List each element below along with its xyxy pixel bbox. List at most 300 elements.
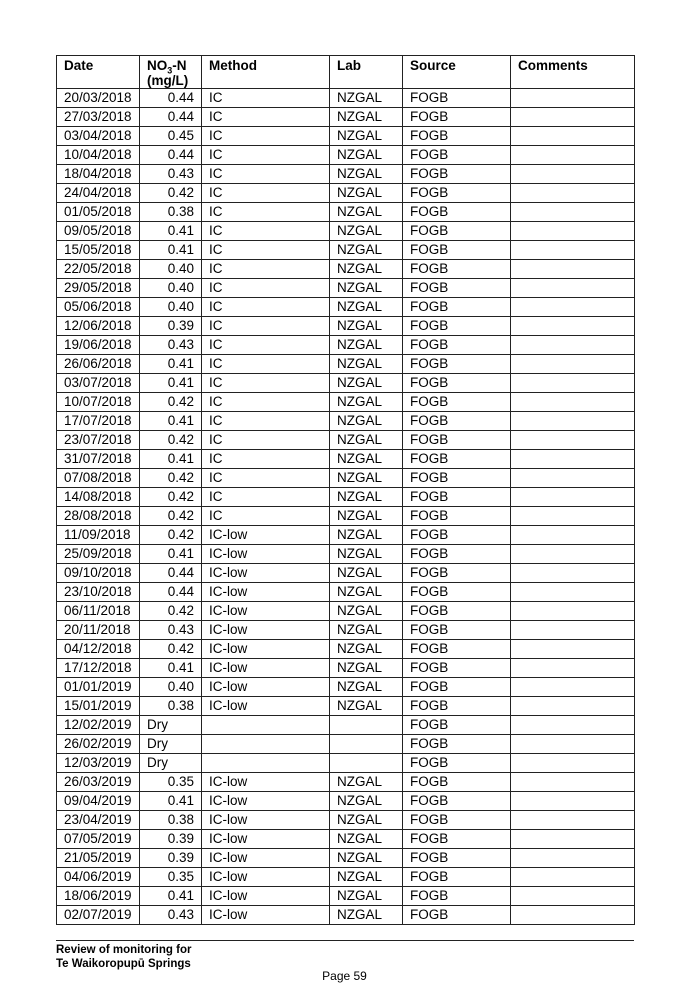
cell-comments (511, 298, 635, 317)
cell-lab: NZGAL (330, 260, 403, 279)
cell-method: IC-low (202, 849, 330, 868)
cell-comments (511, 374, 635, 393)
cell-method: IC-low (202, 545, 330, 564)
cell-lab: NZGAL (330, 279, 403, 298)
cell-method: IC-low (202, 773, 330, 792)
cell-comments (511, 868, 635, 887)
cell-comments (511, 906, 635, 925)
cell-lab: NZGAL (330, 849, 403, 868)
cell-date: 04/06/2019 (57, 868, 140, 887)
cell-lab: NZGAL (330, 545, 403, 564)
cell-date: 27/03/2018 (57, 108, 140, 127)
cell-date: 31/07/2018 (57, 450, 140, 469)
cell-source: FOGB (403, 773, 511, 792)
cell-no3: 0.42 (140, 640, 202, 659)
header-method: Method (202, 56, 330, 89)
table-row (57, 127, 635, 146)
cell-comments (511, 583, 635, 602)
cell-lab: NZGAL (330, 89, 403, 108)
monitoring-table (56, 55, 635, 925)
cell-date: 26/02/2019 (57, 735, 140, 754)
cell-date: 28/08/2018 (57, 507, 140, 526)
cell-date: 14/08/2018 (57, 488, 140, 507)
cell-date: 09/04/2019 (57, 792, 140, 811)
cell-date: 09/05/2018 (57, 222, 140, 241)
cell-source: FOGB (403, 621, 511, 640)
table-row (57, 640, 635, 659)
cell-comments (511, 830, 635, 849)
cell-lab: NZGAL (330, 184, 403, 203)
cell-date: 23/04/2019 (57, 811, 140, 830)
cell-lab (330, 735, 403, 754)
table-row (57, 469, 635, 488)
cell-source: FOGB (403, 545, 511, 564)
cell-date: 15/01/2019 (57, 697, 140, 716)
cell-no3: 0.40 (140, 279, 202, 298)
header-no3n-prefix: NO (147, 58, 168, 73)
cell-comments (511, 507, 635, 526)
table-row (57, 89, 635, 108)
cell-no3: 0.40 (140, 260, 202, 279)
cell-source: FOGB (403, 488, 511, 507)
cell-method: IC (202, 184, 330, 203)
cell-lab: NZGAL (330, 203, 403, 222)
cell-method: IC (202, 165, 330, 184)
cell-date: 15/05/2018 (57, 241, 140, 260)
cell-no3: 0.42 (140, 488, 202, 507)
cell-source: FOGB (403, 146, 511, 165)
header-date: Date (57, 56, 140, 89)
cell-date: 07/08/2018 (57, 469, 140, 488)
cell-no3: 0.39 (140, 317, 202, 336)
cell-comments (511, 564, 635, 583)
cell-source: FOGB (403, 279, 511, 298)
footer-title-line1: Review of monitoring for (56, 944, 192, 956)
cell-source: FOGB (403, 336, 511, 355)
cell-date: 19/06/2018 (57, 336, 140, 355)
header-comments: Comments (511, 56, 635, 89)
cell-no3: 0.43 (140, 906, 202, 925)
cell-no3: 0.41 (140, 450, 202, 469)
cell-no3: 0.41 (140, 222, 202, 241)
cell-date: 07/05/2019 (57, 830, 140, 849)
table-row (57, 545, 635, 564)
cell-no3: Dry (140, 735, 202, 754)
table-row (57, 602, 635, 621)
cell-source: FOGB (403, 678, 511, 697)
cell-no3: 0.41 (140, 374, 202, 393)
cell-lab: NZGAL (330, 412, 403, 431)
header-no3n-suffix: -N (172, 58, 187, 73)
cell-method: IC-low (202, 583, 330, 602)
cell-lab: NZGAL (330, 906, 403, 925)
cell-source: FOGB (403, 127, 511, 146)
cell-no3: 0.42 (140, 393, 202, 412)
cell-lab: NZGAL (330, 697, 403, 716)
cell-no3: 0.38 (140, 811, 202, 830)
cell-comments (511, 146, 635, 165)
cell-method: IC (202, 317, 330, 336)
table-row (57, 317, 635, 336)
table-header-row (57, 56, 635, 89)
cell-comments (511, 754, 635, 773)
table-row (57, 811, 635, 830)
cell-comments (511, 659, 635, 678)
cell-method (202, 754, 330, 773)
cell-date: 05/06/2018 (57, 298, 140, 317)
cell-lab: NZGAL (330, 526, 403, 545)
cell-method: IC-low (202, 906, 330, 925)
cell-no3: 0.41 (140, 792, 202, 811)
cell-source: FOGB (403, 184, 511, 203)
table-row (57, 374, 635, 393)
cell-comments (511, 241, 635, 260)
table-row (57, 165, 635, 184)
cell-lab: NZGAL (330, 830, 403, 849)
cell-no3: 0.41 (140, 412, 202, 431)
cell-date: 11/09/2018 (57, 526, 140, 545)
table-row (57, 298, 635, 317)
cell-lab: NZGAL (330, 298, 403, 317)
cell-no3: 0.42 (140, 507, 202, 526)
cell-lab: NZGAL (330, 165, 403, 184)
cell-no3: 0.38 (140, 203, 202, 222)
cell-no3: Dry (140, 754, 202, 773)
cell-no3: 0.39 (140, 849, 202, 868)
cell-no3: 0.42 (140, 602, 202, 621)
cell-lab: NZGAL (330, 374, 403, 393)
table-row (57, 279, 635, 298)
cell-no3: 0.39 (140, 830, 202, 849)
cell-lab: NZGAL (330, 887, 403, 906)
cell-lab: NZGAL (330, 241, 403, 260)
cell-source: FOGB (403, 526, 511, 545)
cell-date: 24/04/2018 (57, 184, 140, 203)
cell-method (202, 716, 330, 735)
cell-date: 17/12/2018 (57, 659, 140, 678)
table-row (57, 507, 635, 526)
cell-method: IC-low (202, 887, 330, 906)
cell-method: IC-low (202, 792, 330, 811)
cell-lab: NZGAL (330, 146, 403, 165)
cell-no3: 0.41 (140, 659, 202, 678)
table-body (57, 89, 635, 925)
cell-source: FOGB (403, 887, 511, 906)
table-row (57, 773, 635, 792)
cell-no3: Dry (140, 716, 202, 735)
cell-source: FOGB (403, 507, 511, 526)
footer-title-line2: Te Waikoropupū Springs (56, 958, 191, 970)
cell-source: FOGB (403, 716, 511, 735)
cell-comments (511, 393, 635, 412)
cell-source: FOGB (403, 203, 511, 222)
table-row (57, 108, 635, 127)
cell-comments (511, 203, 635, 222)
cell-date: 02/07/2019 (57, 906, 140, 925)
cell-comments (511, 697, 635, 716)
cell-comments (511, 792, 635, 811)
cell-source: FOGB (403, 317, 511, 336)
cell-source: FOGB (403, 412, 511, 431)
cell-comments (511, 887, 635, 906)
cell-date: 18/06/2019 (57, 887, 140, 906)
table-row (57, 450, 635, 469)
cell-method: IC-low (202, 830, 330, 849)
cell-lab: NZGAL (330, 336, 403, 355)
cell-date: 03/07/2018 (57, 374, 140, 393)
cell-comments (511, 716, 635, 735)
header-source: Source (403, 56, 511, 89)
cell-source: FOGB (403, 469, 511, 488)
cell-method: IC-low (202, 526, 330, 545)
cell-comments (511, 412, 635, 431)
cell-date: 25/09/2018 (57, 545, 140, 564)
table-row (57, 830, 635, 849)
cell-method: IC-low (202, 811, 330, 830)
cell-date: 01/01/2019 (57, 678, 140, 697)
table-row (57, 564, 635, 583)
cell-comments (511, 431, 635, 450)
table-row (57, 754, 635, 773)
cell-no3: 0.35 (140, 773, 202, 792)
cell-lab: NZGAL (330, 640, 403, 659)
cell-lab: NZGAL (330, 450, 403, 469)
cell-comments (511, 317, 635, 336)
cell-source: FOGB (403, 811, 511, 830)
cell-method: IC-low (202, 868, 330, 887)
table-row (57, 887, 635, 906)
cell-no3: 0.42 (140, 526, 202, 545)
table-row (57, 241, 635, 260)
cell-source: FOGB (403, 906, 511, 925)
cell-date: 12/03/2019 (57, 754, 140, 773)
cell-no3: 0.43 (140, 336, 202, 355)
header-no3n (140, 56, 202, 89)
cell-lab: NZGAL (330, 431, 403, 450)
cell-date: 26/03/2019 (57, 773, 140, 792)
cell-date: 01/05/2018 (57, 203, 140, 222)
cell-comments (511, 526, 635, 545)
cell-method: IC (202, 260, 330, 279)
cell-source: FOGB (403, 222, 511, 241)
cell-method: IC (202, 431, 330, 450)
cell-method (202, 735, 330, 754)
cell-source: FOGB (403, 754, 511, 773)
cell-lab: NZGAL (330, 773, 403, 792)
cell-comments (511, 773, 635, 792)
cell-comments (511, 184, 635, 203)
table-row (57, 203, 635, 222)
cell-lab: NZGAL (330, 868, 403, 887)
cell-source: FOGB (403, 564, 511, 583)
cell-no3: 0.43 (140, 621, 202, 640)
cell-method: IC (202, 507, 330, 526)
cell-no3: 0.41 (140, 355, 202, 374)
cell-no3: 0.45 (140, 127, 202, 146)
cell-source: FOGB (403, 260, 511, 279)
cell-lab: NZGAL (330, 108, 403, 127)
table-row (57, 906, 635, 925)
table-row (57, 222, 635, 241)
cell-comments (511, 222, 635, 241)
footer-divider (56, 940, 634, 941)
cell-no3: 0.40 (140, 298, 202, 317)
cell-method: IC (202, 89, 330, 108)
cell-lab: NZGAL (330, 222, 403, 241)
cell-source: FOGB (403, 735, 511, 754)
cell-lab: NZGAL (330, 811, 403, 830)
cell-no3: 0.40 (140, 678, 202, 697)
cell-lab: NZGAL (330, 621, 403, 640)
cell-method: IC-low (202, 678, 330, 697)
cell-date: 22/05/2018 (57, 260, 140, 279)
cell-comments (511, 165, 635, 184)
cell-date: 03/04/2018 (57, 127, 140, 146)
cell-date: 23/10/2018 (57, 583, 140, 602)
cell-method: IC-low (202, 564, 330, 583)
table-row (57, 146, 635, 165)
table-row (57, 488, 635, 507)
cell-source: FOGB (403, 393, 511, 412)
cell-date: 18/04/2018 (57, 165, 140, 184)
cell-comments (511, 89, 635, 108)
cell-no3: 0.41 (140, 887, 202, 906)
cell-date: 21/05/2019 (57, 849, 140, 868)
cell-no3: 0.44 (140, 564, 202, 583)
table-row (57, 412, 635, 431)
cell-method: IC (202, 355, 330, 374)
cell-method: IC (202, 298, 330, 317)
cell-no3: 0.35 (140, 868, 202, 887)
cell-no3: 0.42 (140, 184, 202, 203)
cell-lab: NZGAL (330, 127, 403, 146)
cell-method: IC (202, 146, 330, 165)
cell-method: IC (202, 374, 330, 393)
cell-source: FOGB (403, 640, 511, 659)
cell-date: 10/07/2018 (57, 393, 140, 412)
table-row (57, 697, 635, 716)
cell-comments (511, 355, 635, 374)
cell-date: 06/11/2018 (57, 602, 140, 621)
cell-method: IC (202, 469, 330, 488)
table-row (57, 431, 635, 450)
cell-method: IC (202, 203, 330, 222)
cell-date: 20/03/2018 (57, 89, 140, 108)
cell-lab: NZGAL (330, 488, 403, 507)
table-row (57, 792, 635, 811)
table-row (57, 393, 635, 412)
table-row (57, 716, 635, 735)
cell-source: FOGB (403, 355, 511, 374)
cell-comments (511, 678, 635, 697)
cell-comments (511, 279, 635, 298)
cell-source: FOGB (403, 298, 511, 317)
cell-no3: 0.44 (140, 108, 202, 127)
cell-comments (511, 488, 635, 507)
cell-date: 20/11/2018 (57, 621, 140, 640)
table-row (57, 659, 635, 678)
page-number: Page 59 (322, 969, 367, 983)
cell-method: IC-low (202, 602, 330, 621)
cell-method: IC (202, 127, 330, 146)
cell-lab: NZGAL (330, 659, 403, 678)
cell-source: FOGB (403, 374, 511, 393)
cell-lab: NZGAL (330, 317, 403, 336)
cell-source: FOGB (403, 697, 511, 716)
cell-lab: NZGAL (330, 507, 403, 526)
table-row (57, 260, 635, 279)
cell-no3: 0.41 (140, 545, 202, 564)
cell-date: 17/07/2018 (57, 412, 140, 431)
cell-lab (330, 754, 403, 773)
cell-source: FOGB (403, 450, 511, 469)
cell-lab: NZGAL (330, 355, 403, 374)
table-row (57, 583, 635, 602)
cell-comments (511, 127, 635, 146)
cell-comments (511, 602, 635, 621)
cell-comments (511, 108, 635, 127)
cell-method: IC (202, 241, 330, 260)
cell-no3: 0.42 (140, 469, 202, 488)
table-row (57, 336, 635, 355)
header-no3n-sub: 3 (167, 65, 173, 76)
cell-source: FOGB (403, 868, 511, 887)
cell-comments (511, 735, 635, 754)
cell-date: 26/06/2018 (57, 355, 140, 374)
cell-no3: 0.43 (140, 165, 202, 184)
cell-source: FOGB (403, 659, 511, 678)
footer-title (56, 943, 191, 971)
cell-source: FOGB (403, 165, 511, 184)
cell-lab: NZGAL (330, 583, 403, 602)
cell-comments (511, 260, 635, 279)
cell-method: IC (202, 450, 330, 469)
cell-method: IC-low (202, 640, 330, 659)
cell-method: IC (202, 412, 330, 431)
table-row (57, 355, 635, 374)
cell-no3: 0.44 (140, 146, 202, 165)
cell-lab: NZGAL (330, 792, 403, 811)
cell-no3: 0.44 (140, 89, 202, 108)
cell-source: FOGB (403, 108, 511, 127)
cell-no3: 0.44 (140, 583, 202, 602)
header-lab: Lab (330, 56, 403, 89)
cell-method: IC-low (202, 659, 330, 678)
cell-comments (511, 849, 635, 868)
cell-comments (511, 621, 635, 640)
cell-source: FOGB (403, 792, 511, 811)
cell-source: FOGB (403, 431, 511, 450)
cell-method: IC-low (202, 697, 330, 716)
header-no3n-unit: (mg/L) (147, 73, 189, 88)
cell-lab: NZGAL (330, 564, 403, 583)
cell-comments (511, 811, 635, 830)
cell-comments (511, 469, 635, 488)
cell-method: IC-low (202, 621, 330, 640)
table-row (57, 526, 635, 545)
cell-method: IC (202, 222, 330, 241)
cell-no3: 0.41 (140, 241, 202, 260)
cell-comments (511, 450, 635, 469)
cell-lab: NZGAL (330, 393, 403, 412)
table-row (57, 868, 635, 887)
cell-method: IC (202, 393, 330, 412)
cell-method: IC (202, 336, 330, 355)
cell-source: FOGB (403, 89, 511, 108)
cell-date: 10/04/2018 (57, 146, 140, 165)
cell-method: IC (202, 108, 330, 127)
cell-lab: NZGAL (330, 678, 403, 697)
